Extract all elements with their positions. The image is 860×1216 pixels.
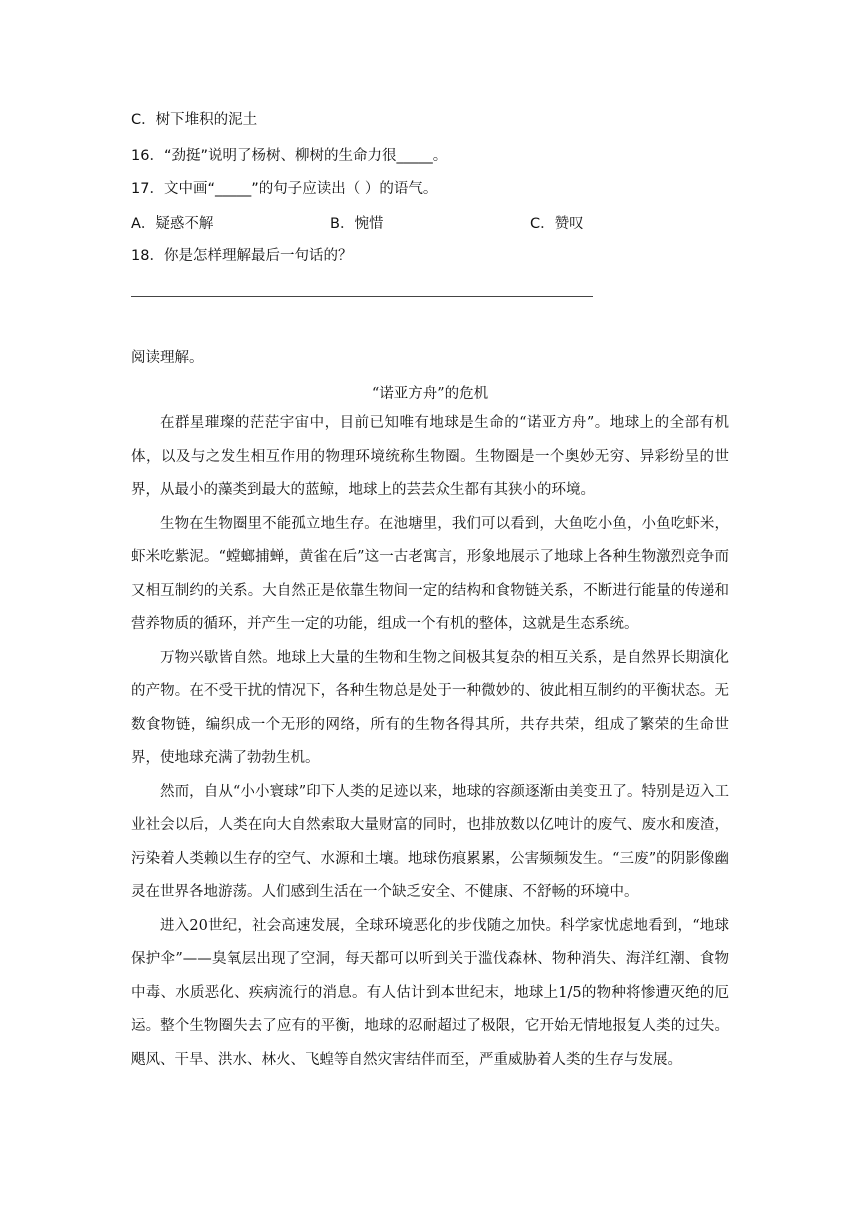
section-heading: 阅读理解。 (131, 350, 204, 366)
answer-line (131, 296, 593, 297)
option-c-text: C．树下堆积的泥土 (131, 112, 258, 128)
question-16: 16．“劲挺”说明了杨树、柳树的生命力很_____。 (131, 148, 448, 164)
paragraph: 进入20世纪，社会高速发展，全球环境恶化的步伐随之加快。科学家忧虑地看到，“地球保护伞”——臭氧层出现了空洞，每天都可以听到关于滥伐森林、物种消失、海洋红潮、食物中毒、水质恶化、疾病流行的消息。有人估计到本世纪末，地球上1/5的物种将惨遭灭绝的厄运。整个生物圈失去了应有的平衡，地球的忍耐超过了极限，它开始无情地报复人类的过失。飓风、干旱、洪水、林火、飞蝗等自然灾害结伴而至，严重威胁着人类的生存与发展。 (131, 917, 729, 1068)
question-18: 18．你是怎样理解最后一句话的？ (131, 248, 353, 264)
paragraph: 生物在生物圈里不能孤立地生存。在池塘里，我们可以看到，大鱼吃小鱼，小鱼吃虾米，虾米吃紫泥。“螳螂捕蝉，黄雀在后”这一古老寓言，形象地展示了地球上各种生物激烈竞争而又相互制约的关系。大自然正是依靠生物间一定的结构和食物链关系，不断进行能量的传递和营养物质的循环，并产生一定的功能，组成一个有机的整体，这就是生态系统。 (131, 515, 729, 632)
q17-option-b: B．惋惜 (330, 216, 384, 232)
q17-option-a: A．疑惑不解 (131, 216, 214, 232)
question-17: 17．文中画“_____”的句子应读出（ ）的语气。 (131, 181, 438, 197)
passage-title: “诺亚方舟”的危机 (371, 386, 489, 402)
paragraph: 然而，自从“小小寰球”印下人类的足迹以来，地球的容颜逐渐由美变丑了。特别是迈入工业社会以后，人类在向大自然索取大量财富的同时，也排放数以亿吨计的废气、废水和废渣，污染着人类赖以生存的空气、水源和土壤。地球伤痕累累，公害频频发生。“三废”的阴影像幽灵在世界各地游荡。人们感到生活在一个缺乏安全、不健康、不舒畅的环境中。 (131, 783, 729, 900)
paragraph: 在群星璀璨的茫茫宇宙中，目前已知唯有地球是生命的“诺亚方舟”。地球上的全部有机体，以及与之发生相互作用的物理环境统称生物圈。生物圈是一个奥妙无穷、异彩纷呈的世界，从最小的藻类到最大的蓝鲸，地球上的芸芸众生都有其狭小的环境。 (131, 415, 729, 498)
passage-body (131, 407, 729, 1077)
paragraph: 万物兴歇皆自然。地球上大量的生物和生物之间极其复杂的相互关系，是自然界长期演化的产物。在不受干扰的情况下，各种生物总是处于一种微妙的、彼此相互制约的平衡状态。无数食物链，编织成一个无形的网络，所有的生物各得其所，共存共荣，组成了繁荣的生命世界，使地球充满了勃勃生机。 (131, 649, 729, 766)
q17-option-c: C．赞叹 (530, 216, 584, 232)
